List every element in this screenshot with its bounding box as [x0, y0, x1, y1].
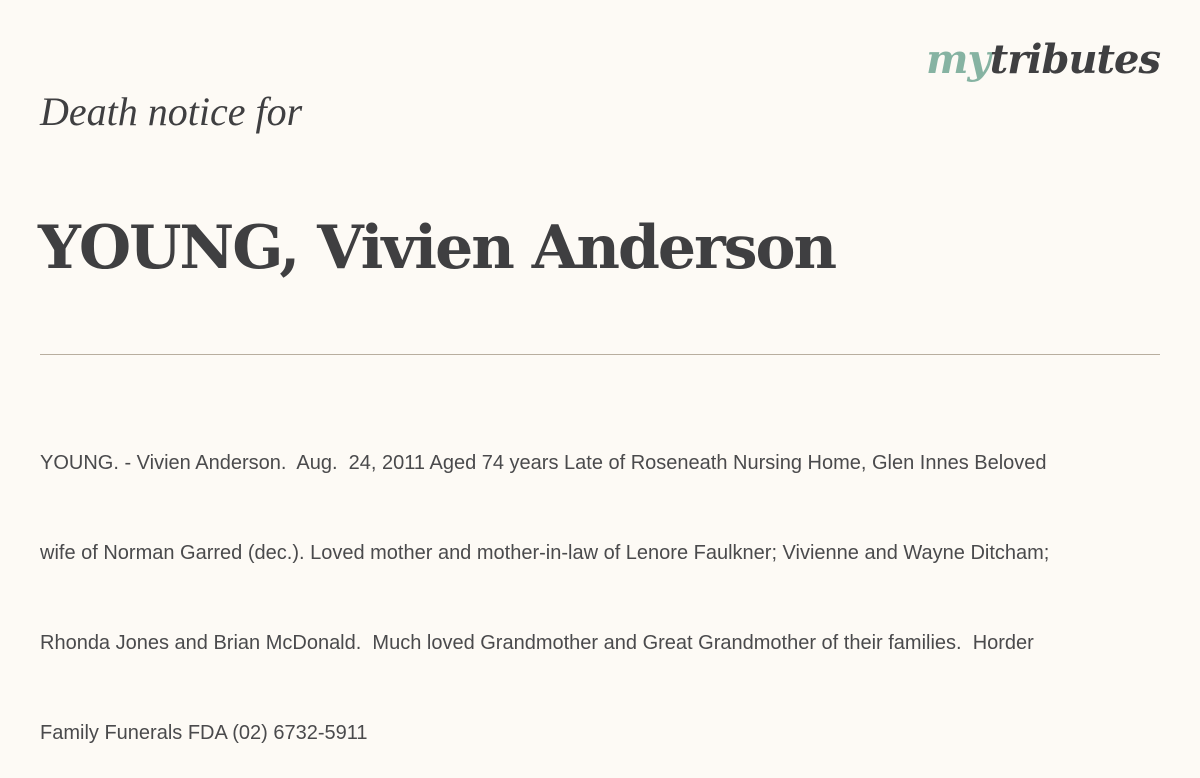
notice-body-line: Family Funerals FDA (02) 6732-5911 [40, 722, 368, 744]
notice-body-text [40, 388, 1180, 778]
mytributes-logo [926, 34, 1160, 86]
notice-body-line: wife of Norman Garred (dec.). Loved mother and mother-in-law of Lenore Faulkner; Vivienne and Wayne Ditcham; [40, 542, 1050, 564]
logo-tributes-text: tributes [989, 36, 1160, 83]
deceased-name-title: YOUNG, Vivien Anderson [38, 213, 836, 283]
notice-intro-heading: Death notice for [40, 89, 303, 134]
notice-body-line: Rhonda Jones and Brian McDonald. Much loved Grandmother and Great Grandmother of their families. Horder [40, 632, 1034, 654]
section-divider [40, 354, 1160, 355]
notice-body-line: YOUNG. - Vivien Anderson. Aug. 24, 2011 Aged 74 years Late of Roseneath Nursing Home, Glen Innes Beloved [40, 452, 1047, 474]
logo-my-text: my [926, 36, 990, 83]
